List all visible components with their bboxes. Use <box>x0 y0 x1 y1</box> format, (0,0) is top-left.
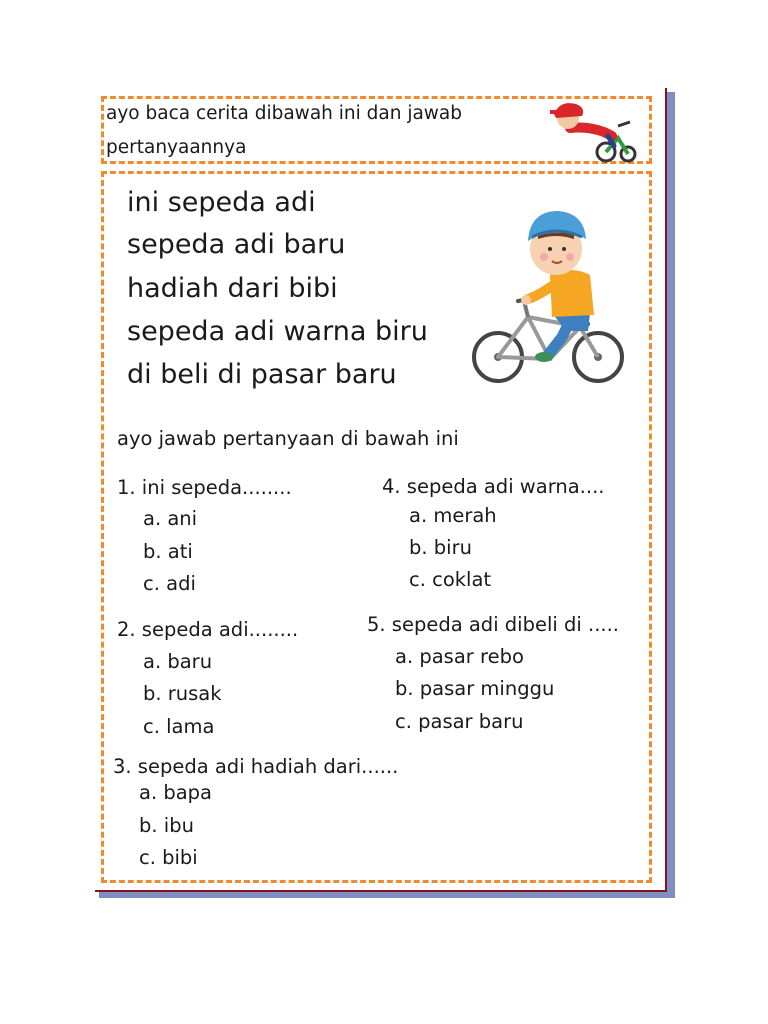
question-5-option-b: b. pasar minggu <box>395 677 555 700</box>
instruction-text: ayo jawab pertanyaan di bawah ini <box>117 427 459 450</box>
question-3-option-a: a. bapa <box>139 781 213 804</box>
header-line-2: pertanyaannya <box>106 137 247 158</box>
question-4: 4. sepeda adi warna.... <box>382 475 605 498</box>
question-1-option-a: a. ani <box>143 507 198 530</box>
question-5-option-c: c. pasar baru <box>395 710 524 733</box>
question-3: 3. sepeda adi hadiah dari...... <box>113 755 399 778</box>
question-2-option-c: c. lama <box>143 715 215 738</box>
question-1-option-c: c. adi <box>143 572 196 595</box>
question-3-option-c: c. bibi <box>139 846 198 869</box>
story-line: ini sepeda adi <box>127 187 316 218</box>
question-5-option-a: a. pasar rebo <box>395 645 524 668</box>
small-cyclist-illustration <box>548 98 638 164</box>
question-1: 1. ini sepeda........ <box>117 476 292 499</box>
question-2: 2. sepeda adi........ <box>117 618 299 641</box>
boy-on-bicycle-illustration <box>470 205 630 390</box>
question-1-option-b: b. ati <box>143 540 193 563</box>
story-line: sepeda adi warna biru <box>127 316 428 347</box>
question-2-option-b: b. rusak <box>143 682 222 705</box>
question-2-option-a: a. baru <box>143 650 213 673</box>
question-4-option-a: a. merah <box>409 504 497 527</box>
story-line: sepeda adi baru <box>127 229 346 260</box>
question-4-option-b: b. biru <box>409 536 472 559</box>
question-5: 5. sepeda adi dibeli di ..... <box>367 613 619 636</box>
story-line: di beli di pasar baru <box>127 359 397 390</box>
story-line: hadiah dari bibi <box>127 273 338 304</box>
header-line-1: ayo baca cerita dibawah ini dan jawab <box>106 103 463 124</box>
question-4-option-c: c. coklat <box>409 568 492 591</box>
question-3-option-b: b. ibu <box>139 814 194 837</box>
